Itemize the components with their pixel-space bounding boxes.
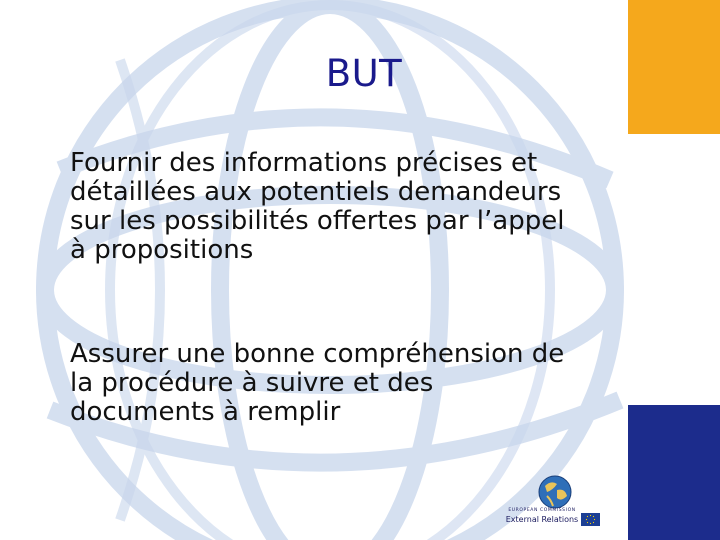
logo-department-text: External Relations [505,515,579,524]
paragraph-1-line: détaillées aux potentiels demandeurs [70,177,562,207]
paragraph-2-line: documents à remplir [70,397,341,427]
paragraph-2 [70,340,690,427]
slide-title: BUT [325,52,403,95]
globe-logo-icon [537,474,573,510]
paragraph-2-line: Assurer une bonne compréhension de [70,339,565,369]
paragraph-1-line: sur les possibilités offertes par l’appel [70,206,565,236]
paragraph-1-line: Fournir des informations précises et [70,148,538,178]
paragraph-1 [70,149,690,265]
eu-flag-icon [581,513,600,526]
logo-organisation-text: EUROPEAN COMMISSION [508,508,576,513]
paragraph-1-line: à propositions [70,235,254,265]
paragraph-2-line: la procédure à suivre et des [70,368,434,398]
european-commission-logo [505,470,605,532]
